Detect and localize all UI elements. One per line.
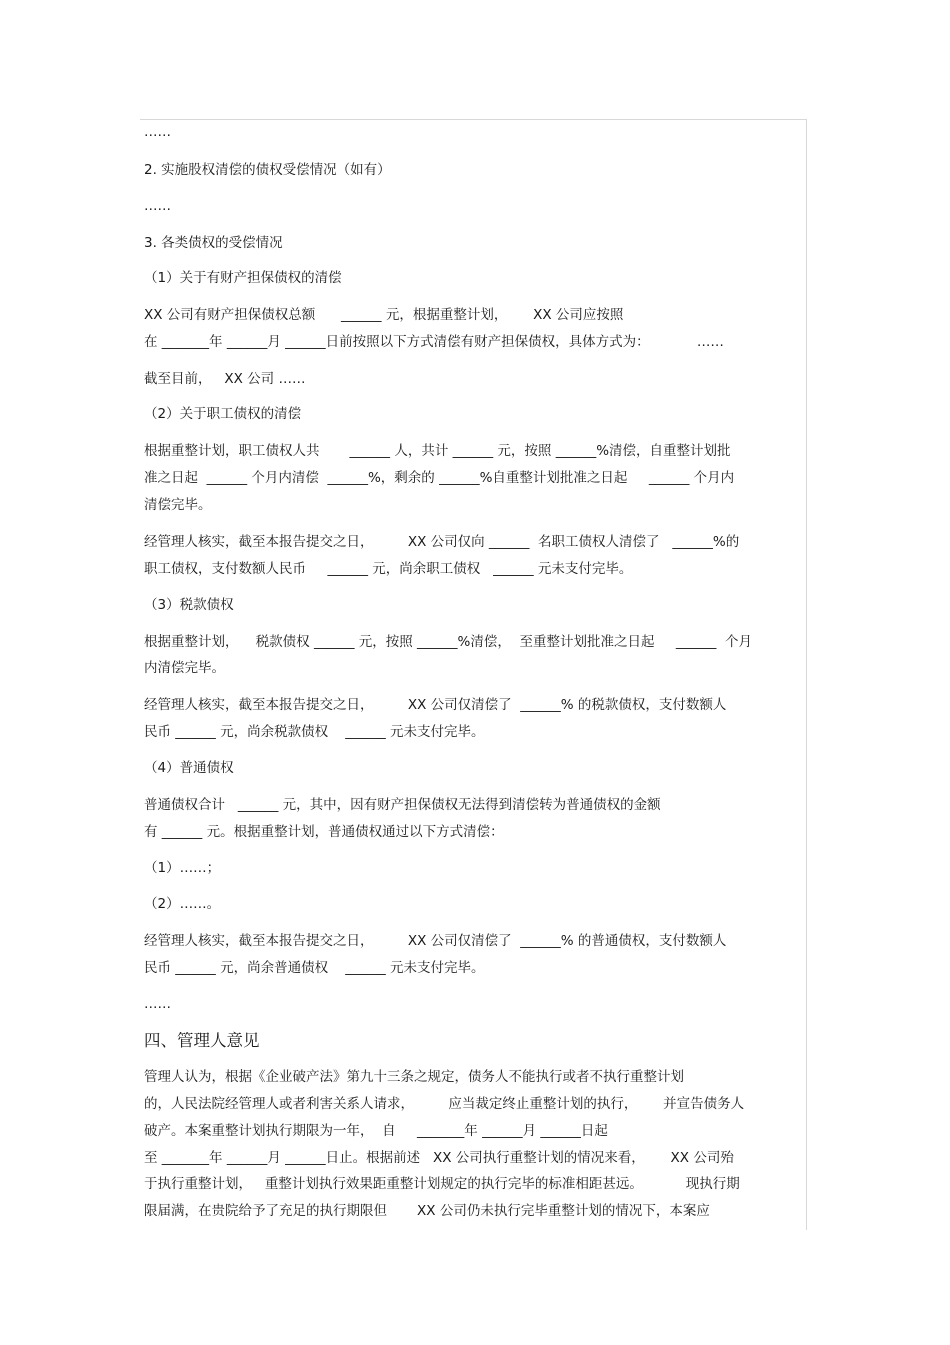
- paragraph-line: 于执行重整计划， 重整计划执行效果距重整计划规定的执行完毕的标准相距甚远。 现执行期: [144, 1176, 740, 1192]
- subheading-employee-claims: （2）关于职工债权的清偿: [144, 406, 302, 422]
- paragraph-line: 内清偿完毕。: [144, 660, 225, 676]
- list-item: （2）……。: [144, 896, 221, 912]
- paragraph-line: 管理人认为，根据《企业破产法》第九十三条之规定，债务人不能执行或者不执行重整计划: [144, 1069, 684, 1085]
- paragraph-line: 清偿完毕。: [144, 497, 212, 513]
- item-2-title: 2. 实施股权清偿的债权受偿情况（如有）: [144, 162, 391, 178]
- paragraph-line: 经管理人核实，截至本报告提交之日， XX 公司仅清偿了 ______% 的普通债权，支付数额人: [144, 933, 727, 949]
- paragraph-line: 的，人民法院经管理人或者利害关系人请求， 应当裁定终止重整计划的执行， 并宣告债务人: [144, 1096, 745, 1112]
- ellipsis-line: ……: [144, 124, 171, 140]
- paragraph-line: XX 公司有财产担保债权总额 ______ 元，根据重整计划， XX 公司应按照: [144, 307, 624, 323]
- paragraph-line: 经管理人核实，截至本报告提交之日， XX 公司仅向 ______ 名职工债权人清偿了 ______%的: [144, 534, 740, 550]
- subheading-general-claims: （4）普通债权: [144, 760, 234, 776]
- section-heading: 四、管理人意见: [144, 1031, 260, 1050]
- list-item: （1）……；: [144, 860, 221, 876]
- item-3-title: 3. 各类债权的受偿情况: [144, 235, 283, 251]
- paragraph-line: 至 _______年 ______月 ______日止。根据前述 XX 公司执行重整计划的情况来看， XX 公司殆: [144, 1150, 734, 1166]
- paragraph-line: 普通债权合计 ______ 元，其中，因有财产担保债权无法得到清偿转为普通债权的金额: [144, 797, 661, 813]
- paragraph-line: 破产。本案重整计划执行期限为一年， 自 _______年 ______月 ______日起: [144, 1123, 608, 1139]
- paragraph-line: 限届满，在贵院给予了充足的执行期限但 XX 公司仍未执行完毕重整计划的情况下，本案应: [144, 1203, 710, 1219]
- ellipsis-line: ……: [144, 198, 171, 214]
- subheading-tax-claims: （3）税款债权: [144, 597, 234, 613]
- subheading-secured-claims: （1）关于有财产担保债权的清偿: [144, 270, 342, 286]
- paragraph-line: 在 _______年 ______月 ______日前按照以下方式清偿有财产担保债权，具体方式为： ……: [144, 334, 724, 350]
- ellipsis-line: ……: [144, 996, 171, 1012]
- paragraph-line: 截至目前， XX 公司 ……: [144, 371, 306, 387]
- paragraph-line: 经管理人核实，截至本报告提交之日， XX 公司仅清偿了 ______% 的税款债权，支付数额人: [144, 697, 727, 713]
- paragraph-line: 根据重整计划，职工债权人共 ______ 人，共计 ______ 元，按照 ______%清偿，自重整计划批: [144, 443, 731, 459]
- paragraph-line: 民币 ______ 元，尚余税款债权 ______ 元未支付完毕。: [144, 724, 485, 740]
- paragraph-line: 准之日起 ______ 个月内清偿 ______%，剩余的 ______%自重整计划批准之日起 ______ 个月内: [144, 470, 735, 486]
- paragraph-line: 民币 ______ 元，尚余普通债权 ______ 元未支付完毕。: [144, 960, 485, 976]
- paragraph-line: 根据重整计划， 税款债权 ______ 元，按照 ______%清偿， 至重整计划批准之日起 ______ 个月: [144, 634, 752, 650]
- paragraph-line: 有 ______ 元。根据重整计划，普通债权通过以下方式清偿：: [144, 824, 504, 840]
- paragraph-line: 职工债权，支付数额人民币 ______ 元，尚余职工债权 ______ 元未支付完毕。: [144, 561, 633, 577]
